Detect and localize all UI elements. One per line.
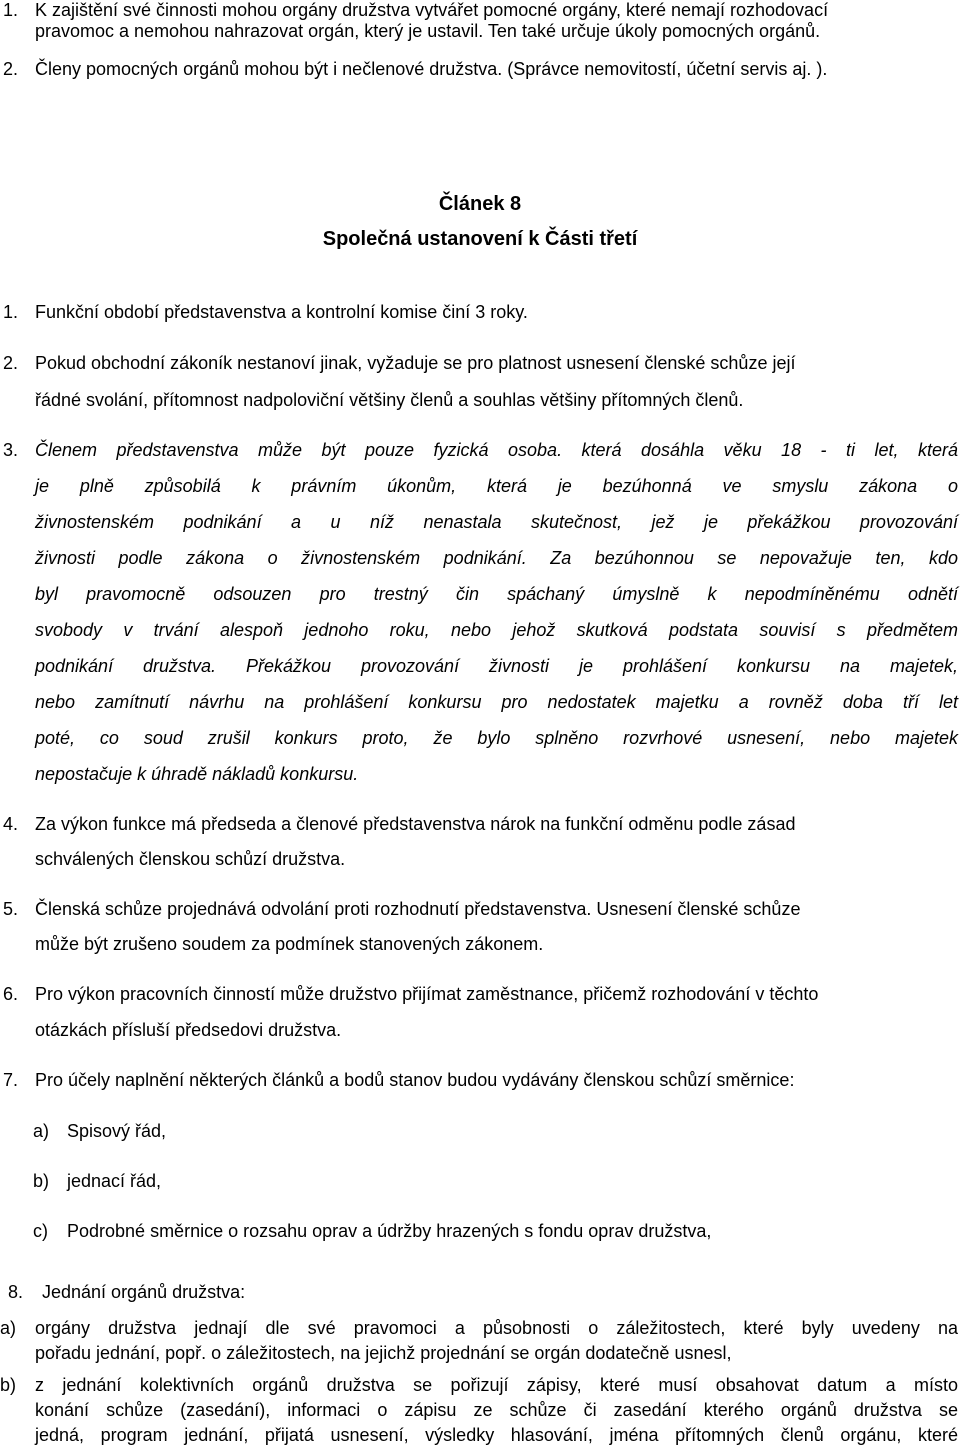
item-text-line: je plně způsobilá k právním úkonům, která je bezúhonná ve smyslu zákona o bbox=[35, 476, 958, 496]
item-text-line: jedná, program jednání, přijatá usnesení, výsledky hlasování, jména přítomných členů orgánu, které bbox=[35, 1425, 958, 1445]
sub-item-letter: c) bbox=[33, 1221, 48, 1241]
item-text-line: Funkční období představenstva a kontrolní komise činí 3 roky. bbox=[35, 302, 528, 322]
item-text-line: schválených členskou schůzí družstva. bbox=[35, 849, 346, 869]
item-number: 1. bbox=[3, 302, 19, 322]
article-subheading: Společná ustanovení k Části třetí bbox=[322, 228, 638, 250]
item-text-line: byl pravomocně odsouzen pro trestný čin spáchaný úmyslně k nepodmíněnému odnětí bbox=[35, 584, 958, 604]
item-text-line: Jednání orgánů družstva: bbox=[42, 1282, 246, 1302]
item-number: 6. bbox=[3, 984, 19, 1004]
item-text-line: Členy pomocných orgánů mohou být i nečlenové družstva. (Správce nemovitostí, účetní servis aj. ). bbox=[35, 59, 828, 79]
item-text-line: Členská schůze projednává odvolání proti rozhodnutí představenstva. Usnesení členské schůze bbox=[35, 899, 801, 919]
item-text-line: Pro účely naplnění některých článků a bodů stanov budou vydávány členskou schůzí směrnice: bbox=[35, 1070, 795, 1090]
article-heading: Článek 8 bbox=[438, 193, 522, 215]
sub-item-text: Spisový řád, bbox=[67, 1121, 167, 1141]
item-number: 2. bbox=[3, 353, 19, 373]
item-text-line: poté, co soud zrušil konkurs proto, že bylo splněno rozvrhové usnesení, nebo majetek bbox=[35, 728, 958, 748]
item-number: 4. bbox=[3, 814, 19, 834]
item-text-line: svobody v trvání alespoň jednoho roku, nebo jehož skutková podstata souvisí s předmětem bbox=[35, 620, 958, 640]
item-text-line: Za výkon funkce má předseda a členové představenstva nárok na funkční odměnu podle zásad bbox=[35, 814, 796, 834]
item-text-line: Pokud obchodní zákoník nestanoví jinak, vyžaduje se pro platnost usnesení členské schůze její bbox=[35, 353, 796, 373]
sub-item-letter: a) bbox=[0, 1318, 17, 1338]
item-text-line: podnikání družstva. Překážkou provozování živnosti je prohlášení konkursu na majetek, bbox=[35, 656, 958, 676]
item-text-line: K zajištění své činnosti mohou orgány družstva vytvářet pomocné orgány, které nemají rozhodovací bbox=[35, 0, 829, 20]
item-text-line: pořadu jednání, popř. o záležitostech, na jejichž projednání se orgán dodatečně usnesl, bbox=[35, 1343, 732, 1363]
item-number: 5. bbox=[3, 899, 19, 919]
sub-item-text: Podrobné směrnice o rozsahu oprav a údržby hrazených s fondu oprav družstva, bbox=[67, 1221, 712, 1241]
item-text-line: může být zrušeno soudem za podmínek stanovených zákonem. bbox=[35, 934, 544, 954]
item-text-line: živnosti podle zákona o živnostenském podnikání. Za bezúhonnou se nepovažuje ten, kdo bbox=[35, 548, 958, 568]
item-text-line: orgány družstva jednají dle své pravomoci a působnosti o záležitostech, které byly uvedeny na bbox=[35, 1318, 958, 1338]
item-text-line: z jednání kolektivních orgánů družstva se pořizují zápisy, které musí obsahovat datum a místo bbox=[35, 1375, 958, 1395]
item-text-line: konání schůze (zasedání), informaci o zápisu ze schůze či zasedání kterého orgánů družstva se bbox=[35, 1400, 958, 1420]
item-text-line: řádné svolání, přítomnost nadpoloviční většiny členů a souhlas většiny přítomných členů. bbox=[35, 390, 744, 410]
sub-item-letter: b) bbox=[0, 1375, 17, 1395]
sub-item-letter: a) bbox=[33, 1121, 50, 1141]
item-number: 1. bbox=[3, 0, 19, 20]
item-text-line: pravomoc a nemohou nahrazovat orgán, který je ustavil. Ten také určuje úkoly pomocných orgánů. bbox=[35, 21, 821, 41]
item-text-line: nepostačuje k úhradě nákladů konkursu. bbox=[35, 764, 359, 784]
sub-item-letter: b) bbox=[33, 1171, 50, 1191]
sub-item-text: jednací řád, bbox=[67, 1171, 162, 1191]
item-text-line: otázkách přísluší předsedovi družstva. bbox=[35, 1020, 342, 1040]
item-text-line: Pro výkon pracovních činností může družstvo přijímat zaměstnance, přičemž rozhodování v těchto bbox=[35, 984, 819, 1004]
item-text-line: nebo zamítnutí návrhu na prohlášení konkursu pro nedostatek majetku a rovněž doba tří let bbox=[35, 692, 958, 712]
item-number: 7. bbox=[3, 1070, 19, 1090]
item-text-line: živnostenském podnikání a u níž nenastala skutečnost, jež je překážkou provozování bbox=[35, 512, 958, 532]
item-number: 3. bbox=[3, 440, 19, 460]
item-text-line: Členem představenstva může být pouze fyzická osoba. která dosáhla věku 18 - ti let, která bbox=[35, 440, 958, 460]
item-number: 8. bbox=[8, 1282, 24, 1302]
item-number: 2. bbox=[3, 59, 19, 79]
